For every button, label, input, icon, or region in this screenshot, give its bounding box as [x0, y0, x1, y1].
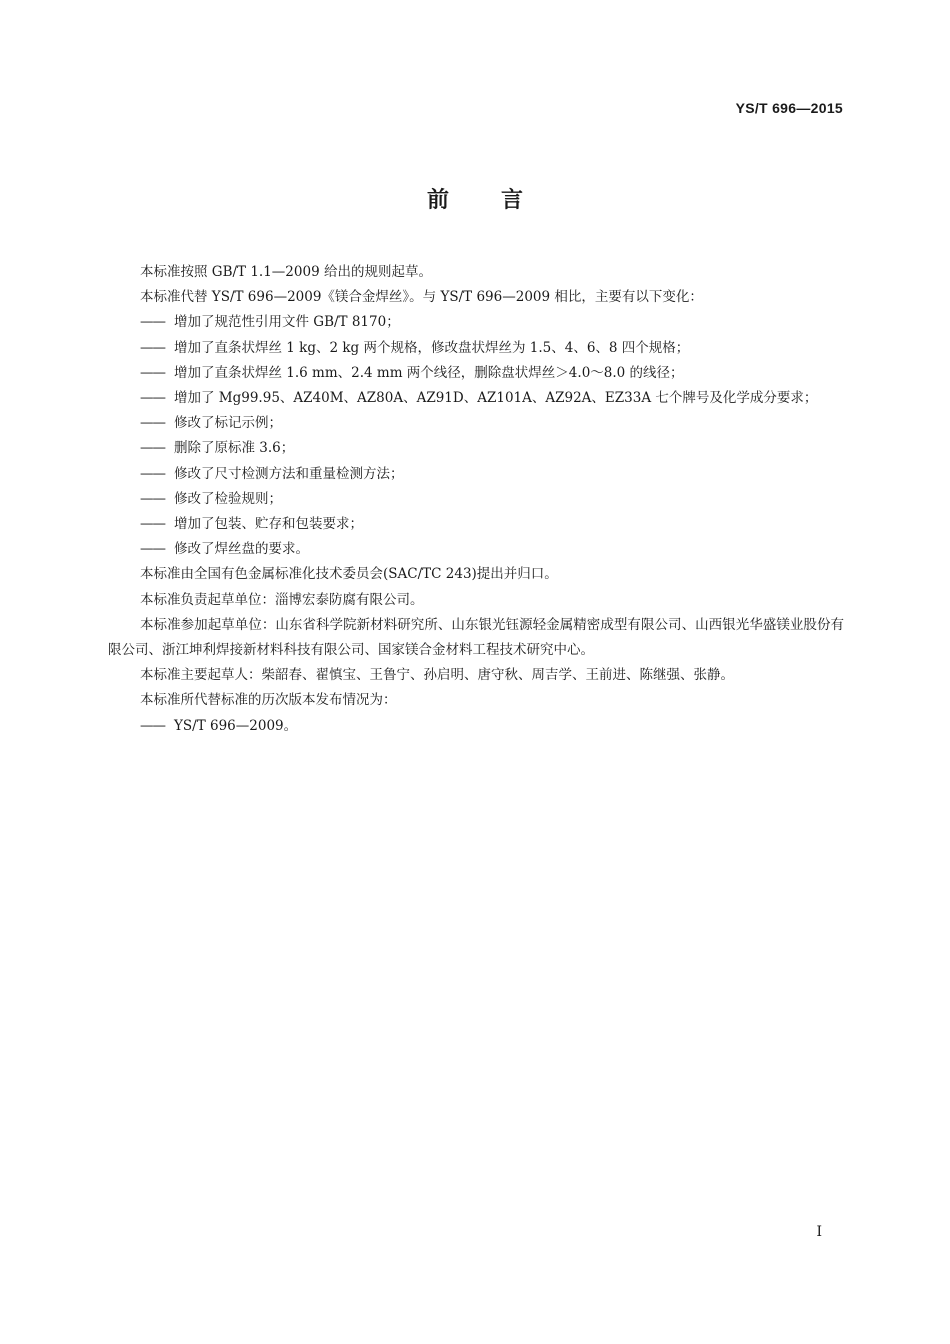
- list-item-text: 修改了检验规则；: [174, 490, 282, 507]
- list-item-text: 增加了 Mg99.95、AZ40M、AZ80A、AZ91D、AZ101A、AZ92A、EZ33A 七个牌号及化学成分要求；: [174, 390, 818, 407]
- dash-marker: ——: [140, 440, 165, 457]
- dash-marker: ——: [140, 364, 165, 381]
- list-item-text: 修改了焊丝盘的要求。: [174, 541, 309, 558]
- paragraph-main-drafters: 本标准主要起草人：柴韶春、翟慎宝、王鲁宁、孙启明、唐守秋、周吉学、王前进、陈继强、张静。: [140, 667, 734, 684]
- list-item-text: 增加了直条状焊丝 1 kg、2 kg 两个规格，修改盘状焊丝为 1.5、4、6、8 四个规格；: [174, 339, 690, 356]
- dash-marker: ——: [140, 717, 165, 734]
- dash-marker: ——: [140, 490, 165, 507]
- list-item: [108, 436, 844, 461]
- list-item: [108, 336, 844, 361]
- list-item-text: 删除了原标准 3.6；: [174, 440, 295, 457]
- list-item: [108, 361, 844, 386]
- paragraph-drafting-rules: 本标准按照 GB/T 1.1—2009 给出的规则起草。: [140, 264, 432, 280]
- history-item: [108, 714, 844, 739]
- paragraph-replacement: 本标准代替 YS/T 696—2009《镁合金焊丝》。与 YS/T 696—2009 相比，主要有以下变化：: [140, 289, 703, 306]
- list-item-text: 增加了直条状焊丝 1.6 mm、2.4 mm 两个线径，删除盘状焊丝＞4.0～8.0 的线径；: [174, 364, 684, 381]
- list-item-text: 增加了规范性引用文件 GB/T 8170；: [174, 314, 400, 331]
- dash-marker: ——: [140, 314, 165, 331]
- page-title: 前言: [426, 188, 575, 213]
- dash-marker: ——: [140, 465, 165, 482]
- list-item: [108, 512, 844, 537]
- list-item-text: 修改了标记示例；: [174, 415, 282, 432]
- paragraph-participating-drafters: 本标准参加起草单位：山东省科学院新材料研究所、山东银光钰源轻金属精密成型有限公司、山西银光华盛镁业股份有限公司、浙江坤利焊接新材料科技有限公司、国家镁合金材料工程技术研究中心。: [108, 616, 844, 659]
- list-item: [108, 411, 844, 436]
- list-item: [108, 386, 844, 411]
- paragraph-lead-drafter: 本标准负责起草单位：淄博宏泰防腐有限公司。: [140, 591, 424, 608]
- list-item: [108, 462, 844, 487]
- dash-marker: ——: [140, 390, 165, 407]
- paragraph-proposer: 本标准由全国有色金属标准化技术委员会(SAC/TC 243)提出并归口。: [140, 566, 558, 583]
- list-item-text: 修改了尺寸检测方法和重量检测方法；: [174, 465, 404, 482]
- dash-marker: ——: [140, 415, 165, 432]
- list-item: [108, 537, 844, 562]
- document-code: YS/T 696—2015: [735, 100, 843, 116]
- dash-marker: ——: [140, 339, 165, 356]
- foreword-body: [108, 260, 844, 739]
- history-item-text: YS/T 696—2009。: [174, 717, 298, 734]
- dash-marker: ——: [140, 516, 165, 533]
- paragraph-history-intro: 本标准所代替标准的历次版本发布情况为：: [140, 692, 397, 709]
- list-item: [108, 487, 844, 512]
- list-item: [108, 310, 844, 335]
- page-number: I: [816, 1224, 822, 1240]
- dash-marker: ——: [140, 541, 165, 558]
- list-item-text: 增加了包装、贮存和包装要求；: [174, 516, 363, 533]
